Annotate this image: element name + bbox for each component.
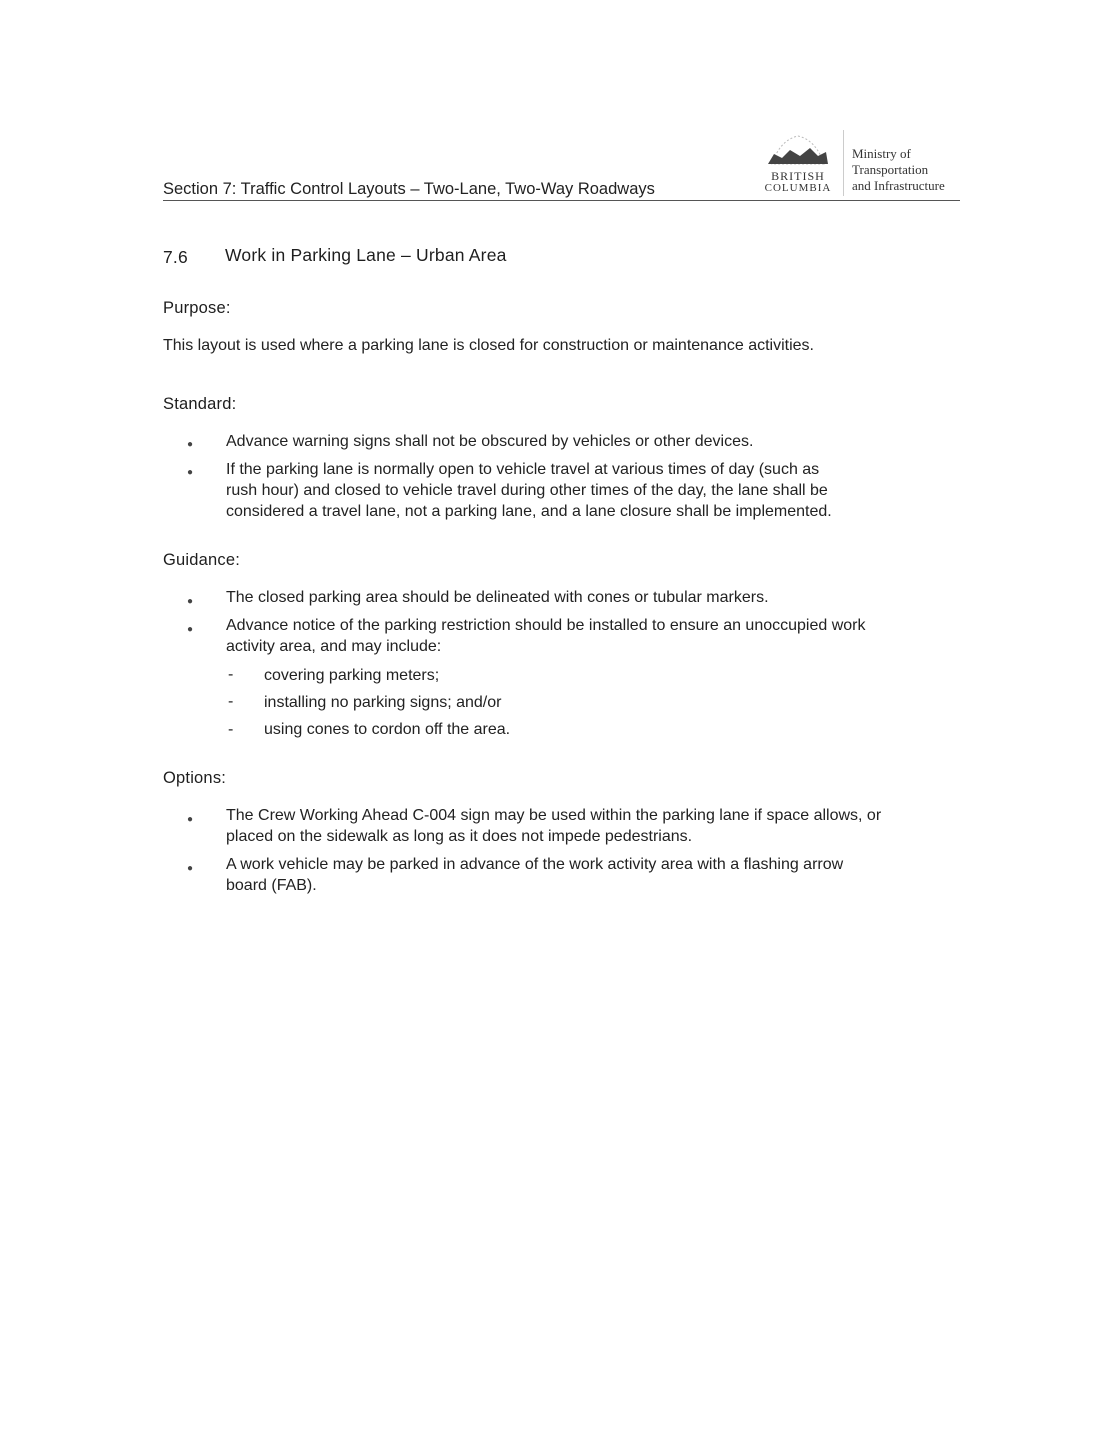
logo-line2: COLUMBIA: [764, 182, 832, 194]
purpose-heading: Purpose:: [163, 299, 231, 317]
ministry-name: [852, 146, 945, 194]
list-item: [226, 459, 832, 522]
header-rule: [163, 200, 960, 201]
bullet-icon: ●: [187, 863, 194, 874]
list-item: [226, 805, 881, 847]
list-item: [226, 615, 866, 657]
bullet-icon: ●: [187, 814, 194, 825]
ministry-line: Ministry of: [852, 146, 911, 161]
line: placed on the sidewalk as long as it does not impede pedestrians.: [226, 828, 693, 845]
line: The closed parking area should be delineated with cones or tubular markers.: [226, 589, 769, 606]
line: board (FAB).: [226, 877, 317, 894]
line: activity area, and may include:: [226, 638, 442, 655]
line: A work vehicle may be parked in advance of the work activity area with a flashing arrow: [226, 856, 844, 873]
dash-icon: -: [228, 666, 234, 683]
section-title: Work in Parking Lane – Urban Area: [225, 245, 507, 265]
bc-logo: [758, 128, 838, 194]
purpose-text: This layout is used where a parking lane is closed for construction or maintenance activities.: [163, 337, 814, 354]
bullet-icon: ●: [187, 439, 194, 450]
section-header: Section 7: Traffic Control Layouts – Two-Lane, Two-Way Roadways: [163, 180, 655, 198]
line: Advance notice of the parking restriction should be installed to ensure an unoccupied work: [226, 617, 866, 634]
line: The Crew Working Ahead C-004 sign may be used within the parking lane if space allows, or: [226, 807, 882, 824]
logo-line1: BRITISH: [771, 169, 825, 183]
sub-item: using cones to cordon off the area.: [264, 721, 511, 738]
dash-icon: -: [228, 721, 234, 738]
standard-heading: Standard:: [163, 395, 237, 413]
list-item: [226, 854, 843, 896]
list-item: [226, 587, 769, 608]
line: rush hour) and closed to vehicle travel during other times of the day, the lane shall be: [226, 482, 828, 499]
dash-icon: -: [228, 693, 234, 710]
ministry-line: and Infrastructure: [852, 178, 945, 193]
logo-divider: [843, 130, 844, 196]
section-number: 7.6: [163, 247, 188, 267]
sub-item: installing no parking signs; and/or: [264, 694, 502, 711]
guidance-heading: Guidance:: [163, 551, 241, 569]
line: If the parking lane is normally open to vehicle travel at various times of day (such as: [226, 461, 820, 478]
line: considered a travel lane, not a parking lane, and a lane closure shall be implemented.: [226, 503, 832, 520]
bc-logo-emblem-icon: [758, 128, 838, 168]
list-item: [226, 431, 753, 452]
bullet-icon: ●: [187, 467, 194, 478]
line: Advance warning signs shall not be obscured by vehicles or other devices.: [226, 433, 754, 450]
sub-item: covering parking meters;: [264, 667, 440, 684]
options-heading: Options:: [163, 769, 227, 787]
bullet-icon: ●: [187, 596, 194, 607]
ministry-line: Transportation: [852, 162, 929, 177]
bullet-icon: ●: [187, 624, 194, 635]
